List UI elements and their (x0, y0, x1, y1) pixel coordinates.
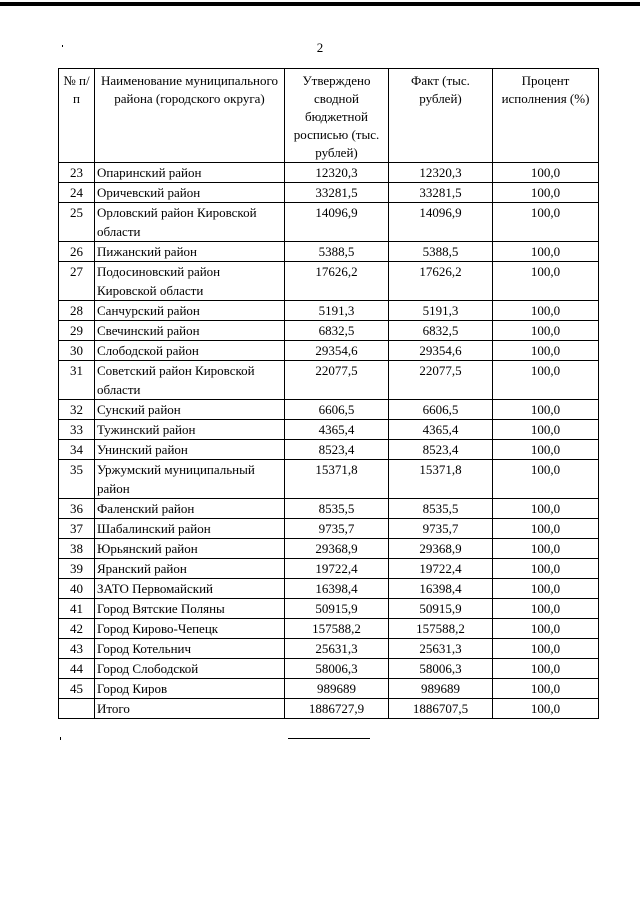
execution-percent-cell: 100,0 (493, 163, 599, 183)
budget-execution-table (58, 68, 599, 719)
approved-amount-cell: 5388,5 (285, 242, 389, 262)
district-name-cell: Сунский район (95, 400, 285, 420)
execution-percent-cell: 100,0 (493, 659, 599, 679)
approved-amount-cell: 33281,5 (285, 183, 389, 203)
fact-amount-cell: 14096,9 (389, 203, 493, 242)
column-header-approved: Утверждено сводной бюджетной росписью (тыс. рублей) (285, 69, 389, 163)
table-row (59, 321, 599, 341)
scan-speck (60, 737, 61, 740)
execution-percent-cell: 100,0 (493, 460, 599, 499)
fact-amount-cell: 16398,4 (389, 579, 493, 599)
table-row (59, 519, 599, 539)
row-number-cell: 27 (59, 262, 95, 301)
execution-percent-cell: 100,0 (493, 203, 599, 242)
fact-amount-cell: 25631,3 (389, 639, 493, 659)
approved-amount-cell: 989689 (285, 679, 389, 699)
fact-amount-cell: 4365,4 (389, 420, 493, 440)
approved-amount-cell: 58006,3 (285, 659, 389, 679)
approved-amount-cell: 157588,2 (285, 619, 389, 639)
row-number-cell: 37 (59, 519, 95, 539)
table-row (59, 599, 599, 619)
approved-amount-cell: 29368,9 (285, 539, 389, 559)
execution-percent-cell: 100,0 (493, 499, 599, 519)
fact-amount-cell: 5191,3 (389, 301, 493, 321)
fact-amount-cell: 22077,5 (389, 361, 493, 400)
fact-amount-cell: 12320,3 (389, 163, 493, 183)
row-number-cell: 25 (59, 203, 95, 242)
execution-percent-cell: 100,0 (493, 599, 599, 619)
table-row (59, 400, 599, 420)
fact-amount-cell: 29368,9 (389, 539, 493, 559)
execution-percent-cell: 100,0 (493, 579, 599, 599)
table-row (59, 301, 599, 321)
row-number-cell (59, 699, 95, 719)
row-number-cell: 35 (59, 460, 95, 499)
column-header-number: № п/п (59, 69, 95, 163)
closing-rule (288, 738, 370, 739)
column-header-percent: Процент исполнения (%) (493, 69, 599, 163)
row-number-cell: 31 (59, 361, 95, 400)
approved-amount-cell: 5191,3 (285, 301, 389, 321)
fact-amount-cell: 9735,7 (389, 519, 493, 539)
fact-amount-cell: 989689 (389, 679, 493, 699)
row-number-cell: 29 (59, 321, 95, 341)
table-row (59, 341, 599, 361)
district-name-cell: Советский район Кировской области (95, 361, 285, 400)
district-name-cell: Итого (95, 699, 285, 719)
approved-amount-cell: 4365,4 (285, 420, 389, 440)
district-name-cell: Уржумский муниципальный район (95, 460, 285, 499)
district-name-cell: Опаринский район (95, 163, 285, 183)
execution-percent-cell: 100,0 (493, 242, 599, 262)
table-row (59, 499, 599, 519)
district-name-cell: Подосиновский район Кировской области (95, 262, 285, 301)
execution-percent-cell: 100,0 (493, 619, 599, 639)
approved-amount-cell: 1886727,9 (285, 699, 389, 719)
fact-amount-cell: 8535,5 (389, 499, 493, 519)
table-row (59, 679, 599, 699)
table-body (59, 163, 599, 719)
table-row (59, 420, 599, 440)
execution-percent-cell: 100,0 (493, 420, 599, 440)
approved-amount-cell: 12320,3 (285, 163, 389, 183)
district-name-cell: Свечинский район (95, 321, 285, 341)
approved-amount-cell: 22077,5 (285, 361, 389, 400)
district-name-cell: Тужинский район (95, 420, 285, 440)
district-name-cell: Город Слободской (95, 659, 285, 679)
district-name-cell: Город Кирово-Чепецк (95, 619, 285, 639)
top-border-rule (0, 2, 640, 6)
fact-amount-cell: 5388,5 (389, 242, 493, 262)
district-name-cell: Шабалинский район (95, 519, 285, 539)
column-header-name: Наименование муниципального района (городского округа) (95, 69, 285, 163)
fact-amount-cell: 50915,9 (389, 599, 493, 619)
table-row (59, 559, 599, 579)
row-number-cell: 44 (59, 659, 95, 679)
row-number-cell: 32 (59, 400, 95, 420)
execution-percent-cell: 100,0 (493, 539, 599, 559)
row-number-cell: 26 (59, 242, 95, 262)
district-name-cell: Пижанский район (95, 242, 285, 262)
fact-amount-cell: 19722,4 (389, 559, 493, 579)
fact-amount-cell: 1886707,5 (389, 699, 493, 719)
row-number-cell: 23 (59, 163, 95, 183)
row-number-cell: 38 (59, 539, 95, 559)
row-number-cell: 30 (59, 341, 95, 361)
table-row (59, 163, 599, 183)
district-name-cell: Яранский район (95, 559, 285, 579)
approved-amount-cell: 29354,6 (285, 341, 389, 361)
district-name-cell: Орловский район Кировской области (95, 203, 285, 242)
district-name-cell: Город Вятские Поляны (95, 599, 285, 619)
table-row (59, 262, 599, 301)
column-header-fact: Факт (тыс. рублей) (389, 69, 493, 163)
table-row (59, 440, 599, 460)
approved-amount-cell: 50915,9 (285, 599, 389, 619)
row-number-cell: 40 (59, 579, 95, 599)
approved-amount-cell: 9735,7 (285, 519, 389, 539)
row-number-cell: 36 (59, 499, 95, 519)
execution-percent-cell: 100,0 (493, 262, 599, 301)
district-name-cell: Город Киров (95, 679, 285, 699)
row-number-cell: 41 (59, 599, 95, 619)
approved-amount-cell: 8535,5 (285, 499, 389, 519)
execution-percent-cell: 100,0 (493, 183, 599, 203)
fact-amount-cell: 6606,5 (389, 400, 493, 420)
page-number: 2 (316, 40, 324, 55)
row-number-cell: 39 (59, 559, 95, 579)
fact-amount-cell: 15371,8 (389, 460, 493, 499)
fact-amount-cell: 58006,3 (389, 659, 493, 679)
row-number-cell: 33 (59, 420, 95, 440)
fact-amount-cell: 33281,5 (389, 183, 493, 203)
district-name-cell: Унинский район (95, 440, 285, 460)
execution-percent-cell: 100,0 (493, 559, 599, 579)
district-name-cell: Санчурский район (95, 301, 285, 321)
table-row (59, 203, 599, 242)
district-name-cell: ЗАТО Первомайский (95, 579, 285, 599)
execution-percent-cell: 100,0 (493, 639, 599, 659)
approved-amount-cell: 19722,4 (285, 559, 389, 579)
execution-percent-cell: 100,0 (493, 301, 599, 321)
fact-amount-cell: 8523,4 (389, 440, 493, 460)
approved-amount-cell: 17626,2 (285, 262, 389, 301)
execution-percent-cell: 100,0 (493, 361, 599, 400)
execution-percent-cell: 100,0 (493, 321, 599, 341)
district-name-cell: Юрьянский район (95, 539, 285, 559)
execution-percent-cell: 100,0 (493, 341, 599, 361)
table-row (59, 639, 599, 659)
table-row (59, 183, 599, 203)
fact-amount-cell: 6832,5 (389, 321, 493, 341)
row-number-cell: 43 (59, 639, 95, 659)
district-name-cell: Фаленский район (95, 499, 285, 519)
execution-percent-cell: 100,0 (493, 679, 599, 699)
table-row (59, 539, 599, 559)
district-name-cell: Слободской район (95, 341, 285, 361)
district-name-cell: Оричевский район (95, 183, 285, 203)
fact-amount-cell: 17626,2 (389, 262, 493, 301)
district-name-cell: Город Котельнич (95, 639, 285, 659)
table-row (59, 619, 599, 639)
execution-percent-cell: 100,0 (493, 699, 599, 719)
row-number-cell: 34 (59, 440, 95, 460)
execution-percent-cell: 100,0 (493, 519, 599, 539)
table-row (59, 460, 599, 499)
row-number-cell: 24 (59, 183, 95, 203)
table-row (59, 659, 599, 679)
execution-percent-cell: 100,0 (493, 400, 599, 420)
table-row (59, 579, 599, 599)
table-row (59, 242, 599, 262)
execution-percent-cell: 100,0 (493, 440, 599, 460)
approved-amount-cell: 6606,5 (285, 400, 389, 420)
row-number-cell: 28 (59, 301, 95, 321)
table-row (59, 361, 599, 400)
total-row (59, 699, 599, 719)
fact-amount-cell: 29354,6 (389, 341, 493, 361)
approved-amount-cell: 16398,4 (285, 579, 389, 599)
row-number-cell: 42 (59, 619, 95, 639)
approved-amount-cell: 15371,8 (285, 460, 389, 499)
approved-amount-cell: 8523,4 (285, 440, 389, 460)
row-number-cell: 45 (59, 679, 95, 699)
approved-amount-cell: 25631,3 (285, 639, 389, 659)
table-header-row (59, 69, 599, 163)
fact-amount-cell: 157588,2 (389, 619, 493, 639)
approved-amount-cell: 14096,9 (285, 203, 389, 242)
approved-amount-cell: 6832,5 (285, 321, 389, 341)
